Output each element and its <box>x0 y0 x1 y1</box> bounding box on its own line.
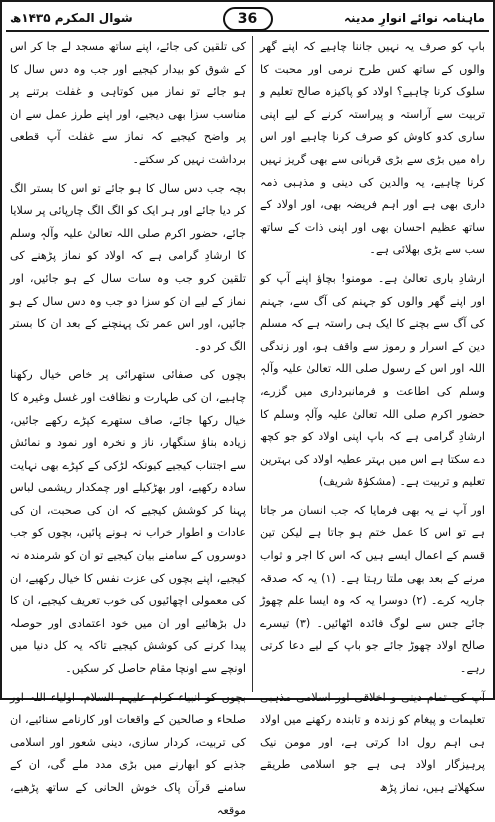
paragraph: بچوں کو انبیاء کرام علیہم السلام، اولیاء اللہ اور صلحاء و صالحین کے واقعات اور کارنامے سنائیے، ان کی تربیت، کردار سازی، دینی شعور اور اسلامی جذبے کو ابھارنے میں بڑی مدد ملے گی، ان کے سامنے قرآن پاک خوش الحانی کے ساتھ پڑھیے، موقعہ <box>10 690 246 817</box>
paragraph: باپ کو صرف یہ نہیں جاننا چاہیے کہ اپنے گھر والوں کے ساتھ کس طرح نرمی اور محبت کا سلوک کرنا چاہیے؟ اولاد کو پاکیزہ صالح تعلیم و تربیت سے آراستہ و پیراستہ کرنے کے لیے اپنی ساری کدو کاوش کو صرف کرنا چاہیے اور اس راہ میں بڑی سے بڑی قربانی سے بھی گریز نہیں کرنا چاہیے، یہ والدین کی دینی و مذہبی ذمہ داری بھی ہے اور اہم فریضہ بھی، اور اولاد کے ساتھ عظیم احسان بھی اور اپنی ذات کے ساتھ سب سے بڑی بھلائی ہے۔ <box>260 40 485 257</box>
paragraph: بچوں کی صفائی ستھرائی پر خاص خیال رکھنا چاہیے، ان کی طہارت و نظافت اور غسل وغیرہ کا خیال رکھا جائے، صاف ستھرے کپڑے رکھے جائیں، زیادہ بناؤ سنگھار، ناز و نخرہ اور نمود و نمائش سے اجتناب کیجیے کیونکہ لڑکی کے کپڑے بھی نہایت سادہ رکھیے، اور بھڑکیلے اور چمکدار ریشمی لباس پہنا کر کوشش کیجیے کہ ان کی صحبت، ان کی عادات و اطوار خراب نہ ہونے پائیں، بچوں کو جب دوسروں کے سامنے بیان کیجیے تو ان کو شرمندہ نہ کیجیے، اپنے بچوں کی عزت نفس کا خیال رکھیے، ان کی معمولی اچھائیوں کی خوب تعریف کیجیے، ان کا دل بڑھائیے اور ان میں خود اعتمادی اور حوصلہ پیدا کرنے کی کوشش کیجیے تاکہ یہ کل دنیا میں اونچے سے اونچا مقام حاصل کر سکیں۔ <box>10 368 246 676</box>
paragraph: بچہ جب دس سال کا ہو جائے تو اس کا بستر الگ کر دیا جائے اور ہر ایک کو الگ الگ چارپائی پر سلایا جائے، حضور اکرم صلی اللہ تعالیٰ علیہ وآلہٖ وسلم کا ارشادِ گرامی ہے کہ اولاد کو نماز پڑھنے کی تلقین کرو جب وہ سات سال کے ہو جائیں، اور نماز کے لیے ان کو سزا دو جب وہ دس سال کے ہو جائیں، اور اس عمر تک پہنچنے کے بعد ان کا بستر الگ کر دو۔ <box>10 181 246 353</box>
left-text-column <box>10 36 246 817</box>
paragraph: آپ کی تمام دینی و اخلاقی اور اسلامی مذہبی تعلیمات و پیغام کو زندہ و تابندہ رکھنے میں اولاد ہی اہم رول ادا کرتی ہے، اور مومن نیک پرہیزگار اولاد ہی ہے جو اسلامی طریقے سکھلاتے ہیں، نماز پڑھ <box>260 690 485 794</box>
magazine-title: ماہنامہ نوائے انوارِ مدینہ <box>343 11 485 25</box>
paragraph: کی تلقین کی جائے، اپنے ساتھ مسجد لے جا کر اس کے شوق کو بیدار کیجیے اور جب وہ دس سال کا ہو جائے تو نماز میں کوتاہی و غفلت برتنے پر مناسب سزا بھی دیجیے، اور اپنے طرز عمل سے ان پر واضح کیجیے کہ نماز سے غفلت آپ قطعی برداشت نہیں کر سکتے۔ <box>10 40 246 166</box>
paragraph: اور آپ نے یہ بھی فرمایا کہ جب انسان مر جاتا ہے تو اس کا عمل ختم ہو جاتا ہے لیکن تین قسم کے اعمال ایسے ہیں کہ اس کا اجر و ثواب مرنے کے بعد بھی ملتا رہتا ہے۔ (۱) یہ کہ صدقہ جاریہ کرے۔ (۲) دوسرا یہ کہ وہ ایسا علم چھوڑ جائے جس سے لوگ فائدہ اٹھائیں۔ (۳) تیسرے صالح اولاد چھوڑ جائے جو باپ کے لیے دعا کرتی رہے۔ <box>260 503 486 676</box>
column-divider <box>252 36 253 692</box>
paragraph: ارشادِ باری تعالیٰ ہے۔ مومنو! بچاؤ اپنے آپ کو اور اپنے گھر والوں کو جہنم کی آگ سے، جہنم کی آگ سے بچنے کا ایک ہی راستہ ہے کہ مسلم دین کے اسرار و رموز سے واقف ہو، اور زندگی اللہ اور اس کے رسول صلی اللہ تعالیٰ علیہ وآلہٖ وسلم کی اطاعت و فرمانبرداری میں گزرے، حضور اکرم صلی اللہ تعالیٰ علیہ وآلہٖ وسلم کا ارشادِ گرامی ہے کہ باپ اپنی اولاد کو جو کچھ دے سکتا ہے اس میں بہتر عطیہ اولاد کی بہترین تعلیم و تربیت ہے۔ (مشکوٰۃ شریف) <box>260 271 485 489</box>
right-text-column <box>260 36 486 794</box>
issue-date: شوال المکرم ۱۴۳۵ھ <box>10 11 133 25</box>
page-header <box>6 6 489 32</box>
page-number: 36 <box>237 11 258 27</box>
page-number-badge <box>223 7 273 31</box>
